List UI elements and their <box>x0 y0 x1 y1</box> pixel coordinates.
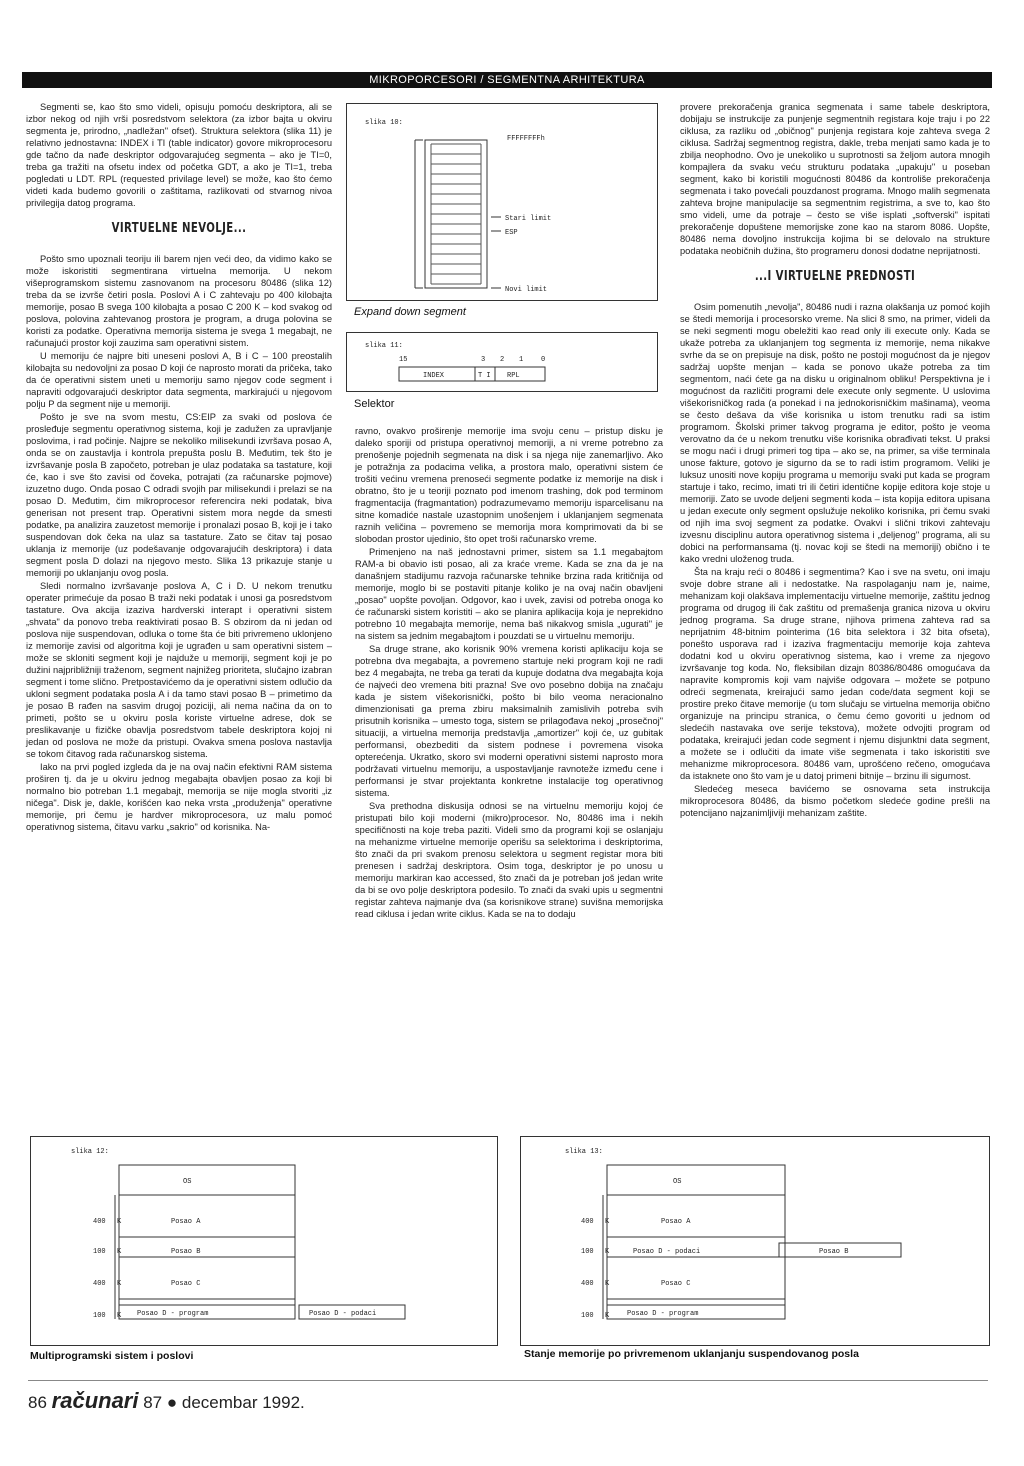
unit-label: K <box>117 1312 122 1320</box>
field-rpl: RPL <box>507 372 520 380</box>
paragraph: provere prekoračenja granica segmenata i same tabele deskriptora, dobijaju se instrukcije za punjenje segmentnih registara koje traju i po 22 ciklusa, za razliku od „običnog" punjenja registara koje zahteva svega 2 ciklusa. Sadržaj segmentnog registra, dakle, treba menjati samo kada je to zbilja neophodno. Ovo je unekoliko u suprotnosti sa željom autora mnogih kompajlera da svaku veću strukturu podataka „upakuju" u poseban segment, kako bi koristili mogućnosti 80486 da kontroliše prekoračenja segmenata i tako povećali pouzdanost programa. Mnogo malih segmenata zahteva brojne manipulacije sa segmentnim registrima, a sve to, kao što smo videli, ume da potraje – često se više isplati „softverski" ispitati prekoračenje dopuštene memorijske zone kao na starom 8086. Uopšte, 80486 nema dovoljno instrukcija kojima bi se delovalo na strukture podataka neobičnih dužina, što programeru donosi dodatne neprijatnosti. <box>680 102 990 256</box>
bit-label: 0 <box>541 356 546 364</box>
label-esp: ESP <box>505 229 518 237</box>
paragraph: Pošto je sve na svom mestu, CS:EIP za svaki od poslova će prosleđuje segmentu operativnog sistema, koji je zadužen za upravljanje poslovima, i rad počinje. Najpre se nekoliko milisekundi izvršava posao A, onda se on zaustavlja i kontrola prepušta poslu B. Međutim, tek što je izvršavanje posla B započeto, potreban je ulaz podataka sa tastature, koji će, kao i sve što zavisi od čoveka, potrajati (za računarske pojmove) izuzetno dugo. Onda posao C odradi svojih par milisekundi i prelazi se na posao D. Međutim, čim mikroprocesor referencira neki podatak, biva generisan not present trap. Operativni sistem mora negde da smesti podatke, pa analizira zauzetost memorije i pronalazi posao B, koji je i tako suspendovan dok čeka na ulaz sa tastature. Zato se čitav taj posao uklanja iz memorije (uz podešavanje odgovarajućih deskriptora) i data segment posla D dolazi na njegovo mesto. Slika 13 prikazuje stanje u memoriji po uklanjanju ovog posla. <box>26 412 332 578</box>
unit-label: K <box>605 1280 610 1288</box>
paragraph: Sva prethodna diskusija odnosi se na virtuelnu memoriju kojoj će pristupati bilo koji moderni (mikro)procesor. No, 80486 ima i nekih specifičnosti na koje treba paziti. Videli smo da programi koji se oslanjaju na mehanizme virtuelne memorije operišu sa selektorima i deskriptorima, što znači da pri svakom prenosu selektora u segment registar mora biti prenesen i sadržaj deskriptora. Osim toga, deskriptor je po unosu u memoriju markiran kao accessed, što znači da je potreban još jedan write da bi se ovo polje deskriptora podesilo. To znači da svaki upis u segmentni registar zahteva najmanje dva (sa korisnikove strane) suvišna memorijska read ciklusa i jedan write ciklus. Kada se na to dodaju <box>355 801 663 919</box>
segment-b: Posao B <box>171 1248 201 1256</box>
figure-caption: Selektor <box>354 398 395 410</box>
magazine-logo: računari <box>51 1388 139 1413</box>
unit-label: K <box>117 1248 122 1256</box>
article-column-right <box>680 101 990 820</box>
paragraph: Iako na prvi pogled izgleda da je na ovaj način efektivni RAM sistema proširen tj. da je u okviru jednog megabajta obavljen posao za koji bi normalno bio potreban 1.1 megabajt, memorija se nije mogla stvoriti „iz ničega". Disk je, dakle, korišćen kao neka vrsta „produženja" operativne memorije, pri čemu je hardver mikroprocesora, uz malu pomoć operativnog sistema, čitavu varku „sakrio" od korisnika. Na- <box>26 762 332 832</box>
figure-selector <box>346 332 658 392</box>
figure-label: slika 10: <box>365 119 403 127</box>
segment-c: Posao C <box>661 1280 691 1288</box>
segment-d-data: Posao D - podaci <box>309 1310 377 1318</box>
figure-memory-after-removal <box>520 1136 990 1346</box>
article-column-middle <box>355 425 663 921</box>
memory-layout-diagram <box>521 1137 991 1347</box>
segment-d-data: Posao D - podaci <box>633 1248 701 1256</box>
segment-d-program: Posao D - program <box>137 1310 209 1318</box>
paragraph: ravno, ovakvo proširenje memorije ima svoju cenu – pristup disku je daleko sporiji od pristupa operativnoj memoriji, a ni vreme potrebno za prenošenje pojednih segmenata na disk i sa njega nije zanemarljivo. Ako je potražnja za podacima velika, a prostora malo, operativni sistem će trošiti većinu vremena prenoseći segmente podatke iz memorije na disk i obratno, što je u teoriji poznato pod imenom trashing, dok pod terminom fragmentacija (fragmantation) podrazumevamo memoriju isparcelisanu na sitne komadiće nastale uzastopnim unošenjem i uklanjanjem segmenata raznih veličina – povremeno se memorija mora komprimovati da bi se slobodan prostor ujedinio, što opet troši računarsko vreme. <box>355 426 663 544</box>
size-label: 400 <box>93 1280 106 1288</box>
size-label: 100 <box>581 1248 594 1256</box>
unit-label: K <box>605 1248 610 1256</box>
bit-label: 1 <box>519 356 524 364</box>
unit-label: K <box>117 1218 122 1226</box>
size-label: 100 <box>93 1248 106 1256</box>
label-top-address: FFFFFFFFh <box>507 135 545 143</box>
unit-label: K <box>605 1218 610 1226</box>
segment-os: OS <box>183 1178 192 1186</box>
paragraph: Primenjeno na naš jednostavni primer, sistem sa 1.1 megabajtom RAM-a bi obavio isti posao, ali za kraće vreme. Kada se zna da je na današnjem stadijumu razvoja računarske tehnike brzina rada kritičnija od memorije, moglo bi se postaviti pitanje koliko je na ovaj način obavljeni „posao" uopšte povoljan. Odgovor, kao i uvek, zavisi od potreba onoga ko će računarski sistem koristiti – ako se planira aplikacija koja je neprekidno potrebno 10 megabajta memorije, nema baš nikakvog smisla „ugurati" je na sistem sa jednim megabajtom i pouzdati se u virtuelnu memoriju. <box>355 547 663 641</box>
section-heading: ...I VIRTUELNE PREDNOSTI <box>754 269 916 284</box>
unit-label: K <box>117 1280 122 1288</box>
figure-multiprogram <box>30 1136 498 1346</box>
paragraph: U memoriju će najpre biti uneseni poslovi A, B i C – 100 preostalih kilobajta su nedovoljni za posao D koji će naprosto morati da pričeka, tako da će operativni sistem uneti u memoriju samo njegov code segment i napraviti odgovarajući deskriptor data segmenta, markirajući u njegovom polju P da segment nije u memoriji. <box>26 351 332 409</box>
article-column-left <box>26 101 332 834</box>
issue-number: 87 <box>143 1393 163 1412</box>
footer-rule <box>28 1380 988 1381</box>
paragraph: Sledi normalno izvršavanje poslova A, C i D. U nekom trenutku operater primećuje da posao B traži neki podatak i unosi ga posredstvom tastature. Ova akcija izaziva hardverski interapt i operativni sistem „shvata" da ponovo treba reaktivirati posao B. S obzirom da ni jedan od poslova nije suspendovan, odluka o tome šta će biti privremeno uklonjeno iz memorije zavisi od algoritma koji je ugrađen u sam operativni sistem – može se skloniti segment koji je najduže u memoriji, segment koji je po dužini najpribližniji traženom, segment najnižeg prioriteta, slučajno izabran segment i tome slično. Pretpostavićemo da je operativni sistem odlučio da ukloni segment podataka posla A i da tamo stavi posao B – primetimo da je posao B rađen na sasvim drugoj poziciji, ali nema načina da on to primeti, pošto se u okviru posla koriste virtuelne adrese, dok se preslikavanje u fizičke obavlja posredstvom tabele deskriptora kojoj ni jedan od poslova ne može da pristupi. Ovakva smena poslova nastavlja se tokom čitavog rada računarskog sistema. <box>26 581 332 759</box>
figure-caption: Multiprogramski sistem i poslovi <box>30 1350 194 1362</box>
segment-a: Posao A <box>661 1218 691 1226</box>
segment-b-on-disk: Posao B <box>819 1248 849 1256</box>
paragraph: Segmenti se, kao što smo videli, opisuju pomoću deskriptora, ali se izbor nekog od njih vrši posredstvom selektora (za izbor bajta u okviru segmenta je, prirodno, „nadležan" ofset). Struktura selektora (slika 11) je relativno jednostavna: INDEX i TI (table indicator) govore mikroprocesoru gde tačno da nađe deskriptor odgovarajućeg segmenta – ako je TI=0, treba ga tražiti na ofsetu index od početka GDT, a ako je TI=1, treba pogledati u LDT. RPL (requested privilage level) se može, kao što ćemo videti kada budemo govorili o zaštitama, razlikovati od stvarnog nivoa privilegija datog programa. <box>26 102 332 208</box>
size-label: 100 <box>93 1312 106 1320</box>
figure-label: slika 13: <box>565 1148 603 1156</box>
figure-caption: Stanje memorije po privremenom uklanjanju suspendovanog posla <box>524 1348 859 1360</box>
paragraph: Šta na kraju reći o 80486 i segmentima? Kao i sve na svetu, oni imaju svoje dobre strane ali i nedostatke. Na raspolaganju nam je, naime, mehanizam koji olakšava implementaciju virtuelne memorije, zaštitu jednog programa od drugog ili čak zaštitu od premašenja granica nizova u okviru jednog programa. Sa druge strane, njihova primena zahteva rad sa neprijatnim 48-bitnim pointerima (16 bita selektora i 32 bita ofseta), ponešto usporava rad i izaziva fragmentaciju memorije koja zahteva dodatni kod u okviru operativnog sistema, kao i vreme za njegovo izvršavanje tog koda. No, fleksibilan dizajn 80386/80486 omogućava da napravite kompromis koji vam najviše odgovara – možete se potpuno odreći segmenata, kreirajući samo jedan code/data segment koji se prostire preko čitave memorije (u tom slučaju se virtuelna memorija obično organizuje na principu stranica, o čemu ćemo govoriti u jednom od sledećih nastavaka ove serije tekstova), možete odvojiti program od podataka, kreirajući jedan code segment i njemu disjunktni data segment, a možete se i odlučiti da imate više segmenata i tako iskoristiti sve mehanizme mikroprocesora. 80486 vam, uprošćeno rečeno, omogućava da istaknete ono što vam je u datoj primeni bitnije – brzinu ili sigurnost. <box>680 567 990 781</box>
segment-c: Posao C <box>171 1280 201 1288</box>
bit-label: 2 <box>500 356 505 364</box>
figure-label: slika 11: <box>365 342 403 350</box>
segment-os: OS <box>673 1178 682 1186</box>
size-label: 400 <box>581 1218 594 1226</box>
label-old-limit: Stari limit <box>505 215 552 223</box>
paragraph: Osim pomenutih „nevolja", 80486 nudi i razna olakšanja uz pomoć kojih se štedi memorija i procesorsko vreme. Na slici 8 smo, na primer, videli da se neki segmenti mogu obeležiti kao read only ili execute only. Kada se ukaže potreba za uklanjanjem tog segmenta iz memorije, nema nikakve svrhe da se on prepisuje na disk, pošto ne postoji mogućnost da je njegov sadržaj uopšte menjan – kada se ponovo ukaže potreba za tim segmentom, naći ćete ga na disku u originalnom obliku! Perspektivna je i mogućnost da različiti programi dele execute only segmente. U uslovima višekorisničkog rada (a ponekad i na jednokorisničkim mašinama), veoma se često dešava da više korisnika u istom trenutku radi sa istim programom. Školski primer takvog programa je editor, pošto je veoma verovatno da će u nekom trenutku više korisnika obrađivati tekst. U praksi se mogu naći i drugi primeri tog tipa – ako se, na primer, sa više terminala unose fakture, gotovo je sigurno da se to radi istim programom. Veliki je luksuz unositi nove kopiju programa u memoriju svaki put kada se program startuje i tako, recimo, imati tri ili četiri identične kopije editora koje stoje u memoriji. Zato se uvode deljeni segmenti koda – ista kopija editora upisana u jedan execute only segment opslužuje nekoliko korisnika, pri čemu svaki od njih ima svoj segment za podatke. Ovakvi i slični trikovi zahtevaju izvesnu disciplinu autora operativnog sistema i „deljenog" programa, ali su dobici na performansama (tj. novac koji se štedi na memoriji) obično i te kako vredni uloženog truda. <box>680 302 990 564</box>
paragraph: Pošto smo upoznali teoriju ili barem njen veći deo, da vidimo kako se može iskoristiti segmentirana virtuelna memorija. U nekom višeprogramskom sistemu zasnovanom na procesoru 80486 (slika 12) treba da se izvrše četiri posla. Poslovi A i C zahtevaju po 400 kilobajta memorije, posao B svega 100 kilobajta a posao C 200 K – kod svakog od poslova, polovina zahtevanog prostora je program, a druga polovina se koristi za podatke. Operativna memorija sistema je svega 1 megabajt, ne računajući prostor koji zauzima sam operativni sistem. <box>26 254 332 348</box>
issue-date: decembar 1992. <box>181 1393 305 1412</box>
bit-label: 3 <box>481 356 486 364</box>
bit-label: 15 <box>399 356 408 364</box>
selector-diagram <box>347 333 659 393</box>
size-label: 400 <box>93 1218 106 1226</box>
page-footer <box>28 1388 305 1414</box>
field-ti: T I <box>478 372 491 380</box>
bullet-icon: ● <box>166 1393 178 1412</box>
section-heading: VIRTUELNE NEVOLJE... <box>111 221 247 236</box>
section-header: MIKROPORCESORI / SEGMENTNA ARHITEKTURA <box>22 72 992 88</box>
field-index: INDEX <box>423 372 445 380</box>
memory-layout-diagram <box>31 1137 499 1347</box>
size-label: 400 <box>581 1280 594 1288</box>
paragraph: Sledećeg meseca bavićemo se osnovama seta instrukcija mikroprocesora 80486, da bismo početkom sledeće godine prešli na potencijano najzanimljiviji mehanizam zaštite. <box>680 784 990 818</box>
segment-d-program: Posao D - program <box>627 1310 699 1318</box>
paragraph: Sa druge strane, ako korisnik 90% vremena koristi aplikaciju koja se potrebna dva megabajta, a povremeno startuje neki program koji ne radi bez 4 megabajta, ne treba ga terati da kupuje dodatna dva megabajta koja će najveći deo vremena biti prazna! Sve ovo posebno dobija na značaju kada je sistem višekorisnički, pošto bi bilo veoma neracionalno dimenzionisati ga prema zbiru maksimalnih zamislivih potreba svih prisutnih korisnika – umesto toga, sistem se prilagođava nekoj „prosečnoj" situaciji, a virtuelna memorija predstavlja „amortizer" koji će, uz gubitak performansi, obezbediti da sistem podnese i povremena visoka opterećenja. Ukratko, skoro svi moderni operativni sistemi naprosto mora podržavati virtuelnu memoriju, a uspostavljanje ravnoteže između cene i performansi je stvar projektanta konkretne instalacije tog operativnog sistema. <box>355 644 663 798</box>
figure-expand-down-segment <box>346 103 658 301</box>
label-new-limit: Novi limit <box>505 286 548 294</box>
expand-down-diagram <box>347 104 659 302</box>
figure-caption: Expand down segment <box>354 306 466 318</box>
page-number: 86 <box>28 1393 47 1412</box>
figure-label: slika 12: <box>71 1148 109 1156</box>
size-label: 100 <box>581 1312 594 1320</box>
unit-label: K <box>605 1312 610 1320</box>
segment-a: Posao A <box>171 1218 201 1226</box>
